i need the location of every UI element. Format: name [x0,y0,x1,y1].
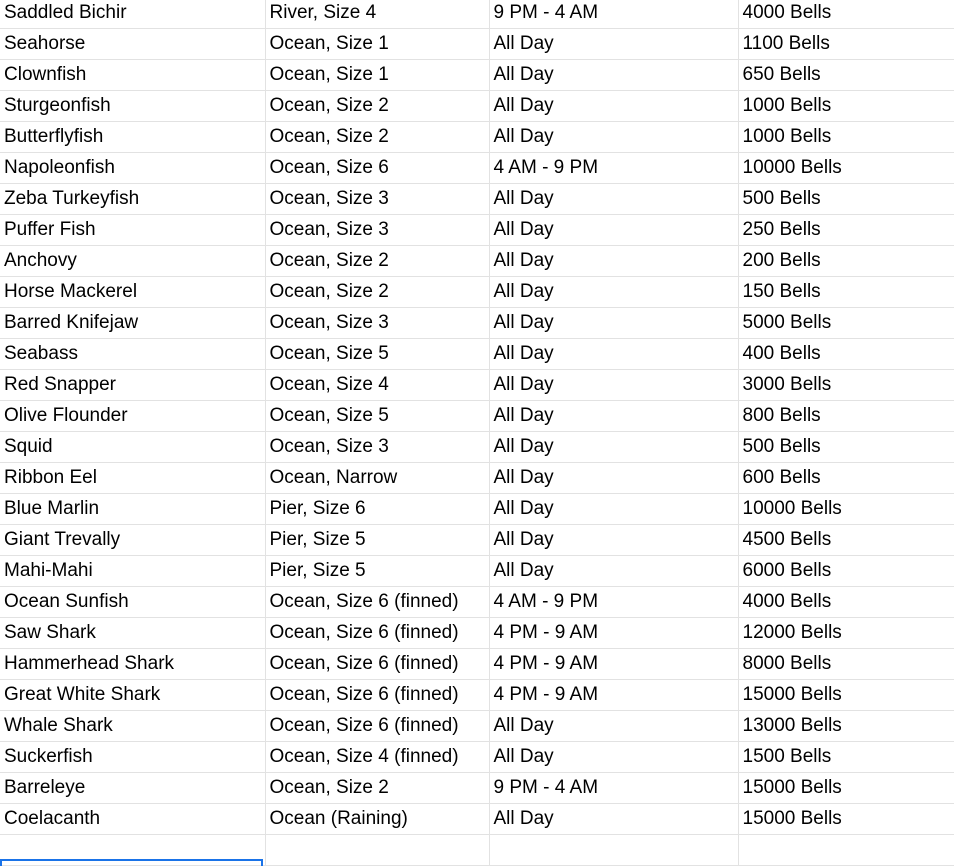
time-cell[interactable]: All Day [489,276,738,307]
location-cell[interactable]: Ocean, Size 2 [265,276,489,307]
time-cell[interactable]: All Day [489,307,738,338]
location-cell[interactable]: Ocean, Size 6 (finned) [265,617,489,648]
table-row [0,214,954,245]
fish-name-cell[interactable]: Horse Mackerel [0,276,265,307]
price-cell[interactable]: 500 Bells [738,431,954,462]
table-row [0,338,954,369]
time-cell[interactable]: All Day [489,28,738,59]
table-row [0,369,954,400]
location-cell[interactable]: Ocean, Size 3 [265,307,489,338]
time-cell[interactable]: All Day [489,431,738,462]
price-cell[interactable]: 1000 Bells [738,121,954,152]
fish-name-cell[interactable]: Saddled Bichir [0,0,265,28]
price-cell[interactable]: 800 Bells [738,400,954,431]
fish-name-cell[interactable]: Whale Shark [0,710,265,741]
location-cell[interactable]: Ocean, Size 6 [265,152,489,183]
table-row [0,152,954,183]
price-cell[interactable]: 5000 Bells [738,307,954,338]
location-cell[interactable]: Ocean, Size 6 (finned) [265,710,489,741]
table-row [0,710,954,741]
table-row [0,307,954,338]
fish-name-cell[interactable]: Mahi-Mahi [0,555,265,586]
fish-name-cell[interactable]: Anchovy [0,245,265,276]
price-cell[interactable]: 4500 Bells [738,524,954,555]
table-row [0,679,954,710]
table-row [0,0,954,28]
fish-name-cell[interactable]: Saw Shark [0,617,265,648]
price-cell[interactable]: 150 Bells [738,276,954,307]
table-row [0,741,954,772]
location-cell[interactable]: Ocean, Size 6 (finned) [265,648,489,679]
time-cell[interactable]: All Day [489,338,738,369]
price-cell[interactable]: 1100 Bells [738,28,954,59]
location-cell[interactable]: Ocean, Size 6 (finned) [265,679,489,710]
fish-name-cell[interactable]: Suckerfish [0,741,265,772]
price-cell[interactable]: 600 Bells [738,462,954,493]
fish-name-cell[interactable]: Zeba Turkeyfish [0,183,265,214]
time-cell[interactable]: 4 AM - 9 PM [489,152,738,183]
time-cell[interactable]: All Day [489,214,738,245]
price-cell[interactable]: 400 Bells [738,338,954,369]
price-cell[interactable]: 4000 Bells [738,586,954,617]
price-cell[interactable]: 1500 Bells [738,741,954,772]
table-row [0,59,954,90]
table-row [0,400,954,431]
fish-name-cell[interactable]: Barreleye [0,772,265,803]
price-cell[interactable]: 15000 Bells [738,803,954,834]
fish-name-cell[interactable]: Hammerhead Shark [0,648,265,679]
table-row [0,617,954,648]
time-cell[interactable]: All Day [489,524,738,555]
location-cell[interactable]: Ocean (Raining) [265,803,489,834]
time-cell[interactable]: All Day [489,741,738,772]
table-row [0,245,954,276]
price-cell[interactable]: 1000 Bells [738,90,954,121]
location-cell[interactable]: Ocean, Size 3 [265,183,489,214]
empty-row [0,834,954,865]
empty-cell[interactable] [489,834,738,865]
price-cell[interactable]: 13000 Bells [738,710,954,741]
price-cell[interactable]: 4000 Bells [738,0,954,28]
time-cell[interactable]: All Day [489,803,738,834]
location-cell[interactable]: Ocean, Size 5 [265,400,489,431]
empty-cell[interactable] [265,834,489,865]
fish-name-cell[interactable]: Red Snapper [0,369,265,400]
table-row [0,462,954,493]
time-cell[interactable]: All Day [489,90,738,121]
price-cell[interactable]: 200 Bells [738,245,954,276]
fish-name-cell[interactable]: Coelacanth [0,803,265,834]
time-cell[interactable]: 4 AM - 9 PM [489,586,738,617]
time-cell[interactable]: All Day [489,400,738,431]
fish-name-cell[interactable]: Sturgeonfish [0,90,265,121]
fish-name-cell[interactable]: Blue Marlin [0,493,265,524]
location-cell[interactable]: Ocean, Size 4 [265,369,489,400]
price-cell[interactable]: 650 Bells [738,59,954,90]
price-cell[interactable]: 15000 Bells [738,679,954,710]
fish-name-cell[interactable]: Ribbon Eel [0,462,265,493]
location-cell[interactable]: Ocean, Size 2 [265,245,489,276]
fish-name-cell[interactable]: Great White Shark [0,679,265,710]
empty-cell[interactable] [738,834,954,865]
location-cell[interactable]: Ocean, Narrow [265,462,489,493]
table-row [0,555,954,586]
location-cell[interactable]: Pier, Size 5 [265,524,489,555]
table-row [0,493,954,524]
price-cell[interactable]: 10000 Bells [738,152,954,183]
fish-name-cell[interactable]: Squid [0,431,265,462]
location-cell[interactable]: Pier, Size 6 [265,493,489,524]
location-cell[interactable]: Ocean, Size 2 [265,772,489,803]
table-row [0,431,954,462]
table-row [0,183,954,214]
time-cell[interactable]: 4 PM - 9 AM [489,648,738,679]
location-cell[interactable]: Ocean, Size 2 [265,121,489,152]
time-cell[interactable]: All Day [489,59,738,90]
price-cell[interactable]: 8000 Bells [738,648,954,679]
price-cell[interactable]: 250 Bells [738,214,954,245]
table-row [0,121,954,152]
table-row [0,28,954,59]
time-cell[interactable]: All Day [489,462,738,493]
location-cell[interactable]: Ocean, Size 5 [265,338,489,369]
time-cell[interactable]: All Day [489,493,738,524]
time-cell[interactable]: All Day [489,369,738,400]
fish-name-cell[interactable]: Puffer Fish [0,214,265,245]
table-row [0,90,954,121]
table-row [0,524,954,555]
location-cell[interactable]: Ocean, Size 2 [265,90,489,121]
fish-name-cell[interactable]: Giant Trevally [0,524,265,555]
location-cell[interactable]: Ocean, Size 3 [265,431,489,462]
table-row [0,772,954,803]
time-cell[interactable]: 4 PM - 9 AM [489,679,738,710]
table-row [0,586,954,617]
time-cell[interactable]: 9 PM - 4 AM [489,772,738,803]
time-cell[interactable]: All Day [489,245,738,276]
fish-name-cell[interactable]: Ocean Sunfish [0,586,265,617]
fish-name-cell[interactable]: Seabass [0,338,265,369]
time-cell[interactable]: All Day [489,555,738,586]
fish-name-cell[interactable]: Butterflyfish [0,121,265,152]
fish-name-cell[interactable]: Barred Knifejaw [0,307,265,338]
empty-cell[interactable] [0,834,265,865]
location-cell[interactable]: Ocean, Size 1 [265,59,489,90]
location-cell[interactable]: Pier, Size 5 [265,555,489,586]
location-cell[interactable]: Ocean, Size 4 (finned) [265,741,489,772]
table-row [0,803,954,834]
price-cell[interactable]: 3000 Bells [738,369,954,400]
location-cell[interactable]: Ocean, Size 3 [265,214,489,245]
location-cell[interactable]: River, Size 4 [265,0,489,28]
time-cell[interactable]: 4 PM - 9 AM [489,617,738,648]
time-cell[interactable]: All Day [489,183,738,214]
time-cell[interactable]: 9 PM - 4 AM [489,0,738,28]
location-cell[interactable]: Ocean, Size 1 [265,28,489,59]
fish-name-cell[interactable]: Clownfish [0,59,265,90]
fish-name-cell[interactable]: Seahorse [0,28,265,59]
price-cell[interactable]: 6000 Bells [738,555,954,586]
price-cell[interactable]: 500 Bells [738,183,954,214]
fish-name-cell[interactable]: Napoleonfish [0,152,265,183]
price-cell[interactable]: 10000 Bells [738,493,954,524]
fish-name-cell[interactable]: Olive Flounder [0,400,265,431]
location-cell[interactable]: Ocean, Size 6 (finned) [265,586,489,617]
time-cell[interactable]: All Day [489,710,738,741]
table-row [0,648,954,679]
table-row [0,276,954,307]
price-cell[interactable]: 12000 Bells [738,617,954,648]
price-cell[interactable]: 15000 Bells [738,772,954,803]
time-cell[interactable]: All Day [489,121,738,152]
